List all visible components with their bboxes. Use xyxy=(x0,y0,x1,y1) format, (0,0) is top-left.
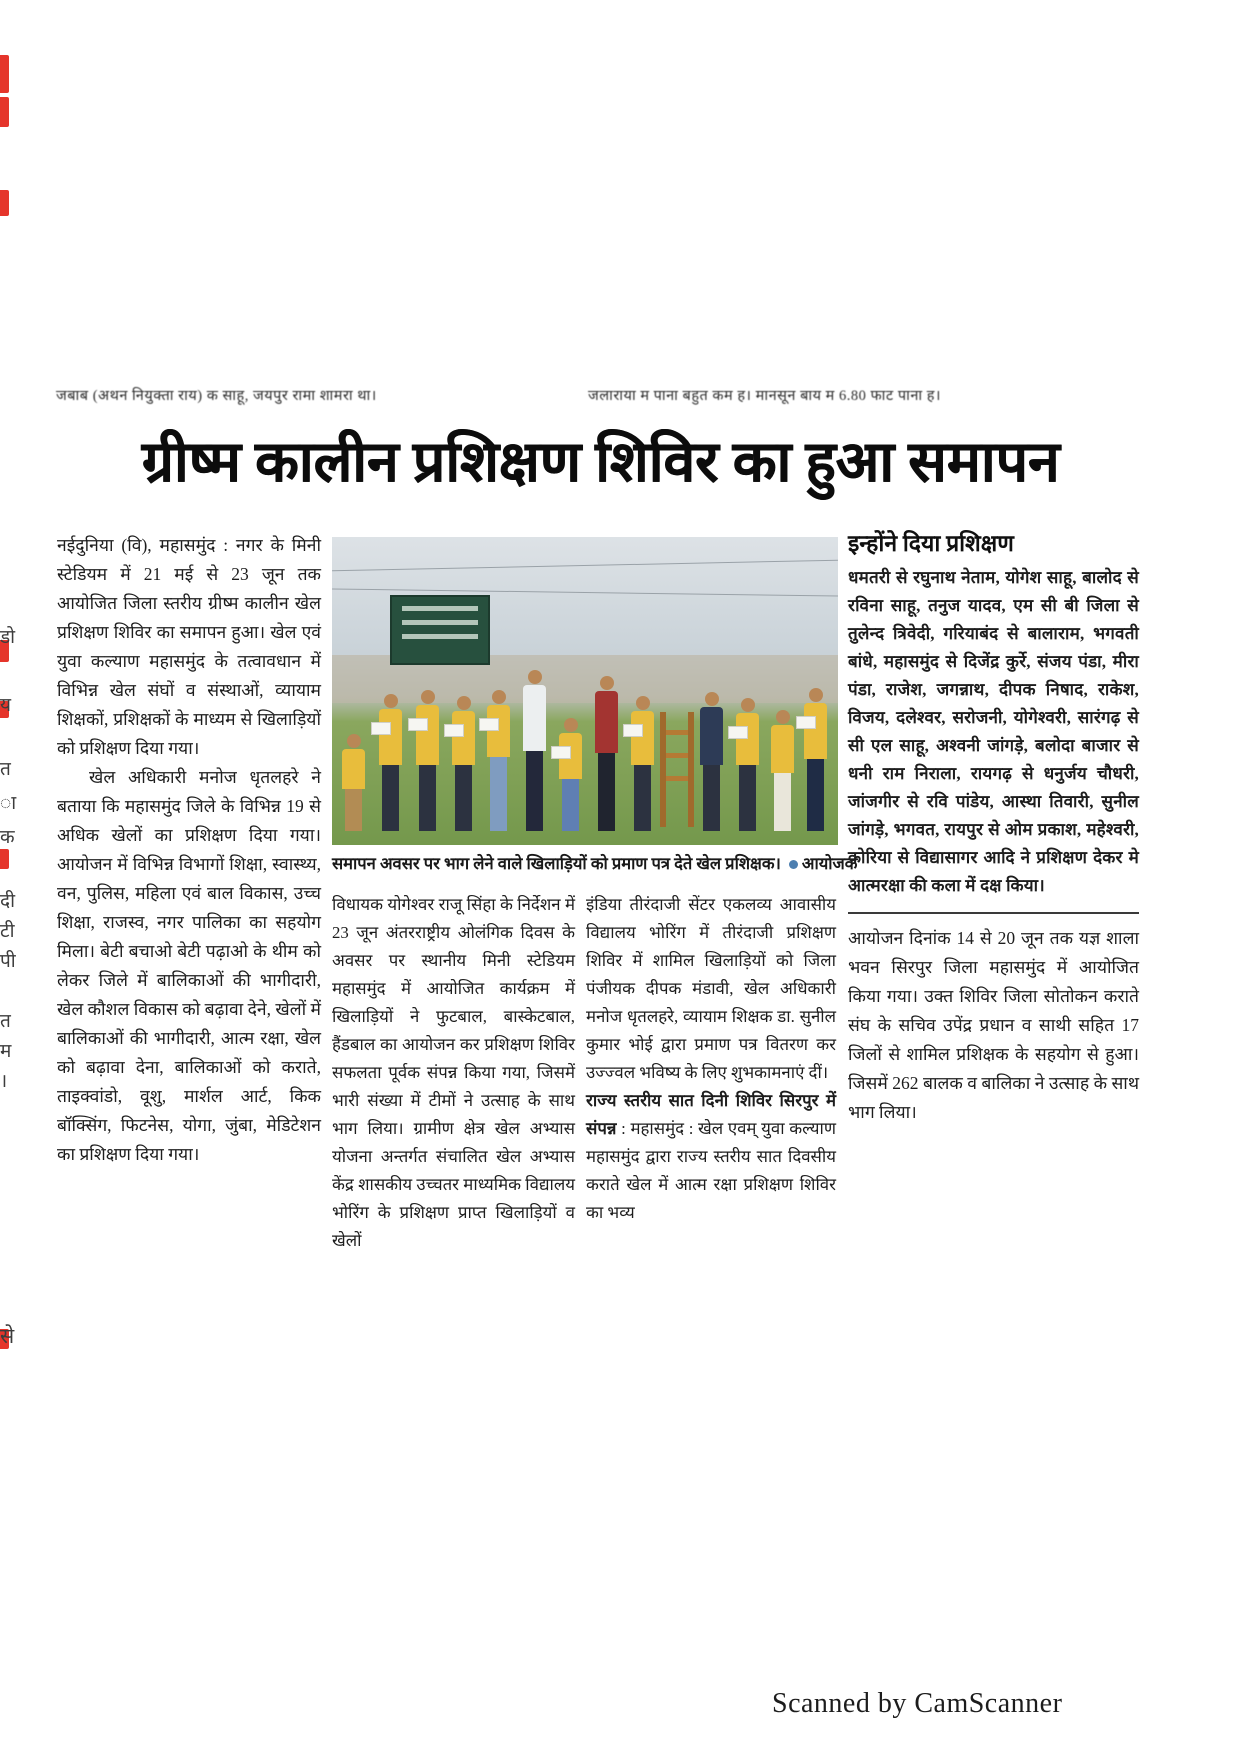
margin-red-mark xyxy=(0,55,9,93)
photo-banner xyxy=(390,595,490,665)
paragraph: विधायक योगेश्वर राजू सिंहा के निर्देशन में 23 जून अंतरराष्ट्रीय ओलंगिक दिवस के अवसर पर स्थानीय मिनी स्टेडियम महासमुंद में आयोजित कार्यक्रम में खिलाड़ियों ने फुटबाल, बास्केटबाल, हैंडबाल का आयोजन कर प्रशिक्षण शिविर सफलता पूर्वक संपन्न किया गया, जिसमें भारी संख्या में टीमों ने उत्साह के साथ भाग लिया। ग्रामीण क्षेत्र खेल अभ्यास योजना अन्तर्गत संचालित खेल अभ्यास केंद्र शासकीय उच्चतर माध्यमिक विद्यालय भोरिंग के प्रशिक्षण प्राप्त खिलाड़ियों व खेलों xyxy=(332,895,575,1250)
article-headline: ग्रीष्म कालीन प्रशिक्षण शिविर का हुआ समापन xyxy=(141,431,1060,494)
edge-text-fragment: म xyxy=(0,1041,12,1062)
margin-red-mark xyxy=(0,849,9,869)
paragraph: धमतरी से रघुनाथ नेताम, योगेश साहू, बालोद से रविना साहू, तनुज यादव, एम सी बी जिला से तुलेन्द त्रिवेदी, गरियाबंद से बालाराम, भगवती बांधे, महासमुंद से दिजेंद्र कुर्रे, संजय पंडा, मीरा पंडा, राजेश, जगन्नाथ, दीपक निषाद, राकेश, विजय, दलेश्वर, सरोजनी, योगेश्वरी, सारंगढ़ से सी एल साहू, अश्वनी जांगड़े, बलोदा बाजार से धनी राम निराला, रायगढ़ से धनुर्जय चौधरी, जांजगीर से रवि पांडेय, आस्था तिवारी, सुनील जांगड़े, भगवत, रायपुर से ओम प्रकाश, महेश्वरी, कोरिया से विद्यासागर आदि ने प्रशिक्षण देकर मे आत्मरक्षा की कला में दक्ष किया। xyxy=(848,568,1139,895)
article-column-mid1 xyxy=(332,891,575,1255)
masthead-fragment-left: जबाब (अथन नियुक्ता राय) क साहू, जयपुर रामा शामरा था। xyxy=(56,388,377,404)
photo-caption xyxy=(332,851,858,874)
edge-text-fragment: पी xyxy=(0,951,16,972)
column-divider xyxy=(848,912,1139,914)
caption-bullet-icon xyxy=(789,860,798,869)
edge-text-fragment: क xyxy=(0,827,15,848)
margin-red-mark xyxy=(0,97,9,127)
paragraph xyxy=(586,1087,836,1227)
edge-text-fragment: डो xyxy=(0,627,16,648)
article-column-right xyxy=(848,526,1139,1127)
photo-person xyxy=(629,696,656,831)
subhead-inline: राज्य स्तरीय सात दिनी शिविर सिरपुर में संपन्न xyxy=(586,1091,836,1138)
camscanner-watermark: Scanned by CamScanner xyxy=(772,1688,1063,1719)
photo-person xyxy=(340,734,367,831)
edge-text-fragment: से xyxy=(0,1324,15,1348)
photo-person xyxy=(734,698,761,831)
photo-caption-credit: आयोजक xyxy=(801,854,858,873)
photo-ladder xyxy=(660,712,694,827)
photo-person xyxy=(593,676,620,831)
edge-text-fragment: टी xyxy=(0,921,15,942)
edge-text-fragment: य xyxy=(0,695,12,716)
margin-red-mark xyxy=(0,190,9,216)
article-photo xyxy=(332,537,838,845)
paragraph: इंडिया तीरंदाजी सेंटर एकलव्य आवासीय विद्यालय भोरिंग में तीरंदाजी प्रशिक्षण शिविर में शामिल खिलाड़ियों को जिला पंजीयक दीपक मंडावी, खेल अधिकारी मनोज धृतलहरे, व्यायाम शिक्षक डा. सुनील कुमार भोई द्वारा प्रमाण पत्र वितरण कर उज्ज्वल भविष्य के लिए शुभकामनाएं दीं। xyxy=(586,895,836,1082)
masthead-fragment-right: जलाराया म पाना बहुत कम ह। मानसून बाय म 6.80 फाट पाना ह। xyxy=(588,388,941,404)
photo-caption-text: समापन अवसर पर भाग लेने वाले खिलाड़ियों को प्रमाण पत्र देते खेल प्रशिक्षक। xyxy=(332,854,781,873)
photo-wire xyxy=(332,560,838,572)
photo-person xyxy=(802,688,829,831)
article-column-left xyxy=(57,531,321,1169)
photo-person xyxy=(377,694,404,831)
edge-text-fragment: त xyxy=(0,1011,11,1032)
photo-person xyxy=(557,718,584,831)
edge-text-fragment: ा xyxy=(0,793,17,814)
sidebar-heading: इन्होंने दिया प्रशिक्षण xyxy=(848,531,1014,556)
photo-person xyxy=(521,670,548,831)
paragraph: नईदुनिया (वि), महासमुंद : नगर के मिनी स्टेडियम में 21 मई से 23 जून तक आयोजित जिला स्तरीय ग्रीष्म कालीन खेल प्रशिक्षण शिविर का समापन हुआ। खेल एवं युवा कल्याण महासमुंद के तत्वावधान में विभिन्न खेल संघों व संस्थाओं, व्यायाम शिक्षकों, प्रशिक्षकों के माध्यम से खिलाड़ियों को प्रशिक्षण दिया गया। xyxy=(57,535,321,758)
paragraph-text: : महासमुंद : खेल एवम् युवा कल्याण महासमुंद द्वारा राज्य स्तरीय सात दिवसीय कराते खेल में आत्म रक्षा प्रशिक्षण शिविर का भव्य xyxy=(586,1119,836,1222)
edge-text-fragment: त xyxy=(0,759,11,780)
photo-person xyxy=(414,690,441,831)
paragraph: खेल अधिकारी मनोज धृतलहरे ने बताया कि महासमुंद जिले के विभिन्न 19 से अधिक खेलों का प्रशिक्षण दिया गया। आयोजन में विभिन्न विभागों शिक्षा, स्वास्थ्य, वन, पुलिस, महिला एवं बाल विकास, उच्च शिक्षा, राजस्व, नगर पालिका का सहयोग मिला। बेटी बचाओ बेटी पढ़ाओ के थीम को लेकर जिले में बालिकाओं की भागीदारी, खेल कौशल विकास को बढ़ावा देने, खेलों में बालिकाओं की भागीदारी, आत्म रक्षा, खेल को बढ़ावा देना, बालिकाओं को कराते, ताइक्वांडो, वूशु, मार्शल आर्ट, किक बॉक्सिंग, फिटनेस, योगा, जुंबा, मेडिटेशन का प्रशिक्षण दिया गया। xyxy=(57,767,321,1164)
photo-person xyxy=(450,696,477,831)
photo-person xyxy=(769,710,796,831)
photo-person xyxy=(485,690,512,831)
edge-text-fragment: दी xyxy=(0,891,16,912)
article-column-mid2 xyxy=(586,891,836,1227)
edge-text-fragment: । xyxy=(0,1071,8,1092)
photo-person xyxy=(698,692,725,831)
paragraph: आयोजन दिनांक 14 से 20 जून तक यज्ञ शाला भवन सिरपुर जिला महासमुंद में आयोजित किया गया। उक्त शिविर जिला सोतोकन कराते संघ के सचिव उपेंद्र प्रधान व साथी सहित 17 जिलों से शामिल प्रशिक्षक के सहयोग से हुआ। जिसमें 262 बालक व बालिका ने उत्साह के साथ भाग लिया। xyxy=(848,928,1139,1122)
